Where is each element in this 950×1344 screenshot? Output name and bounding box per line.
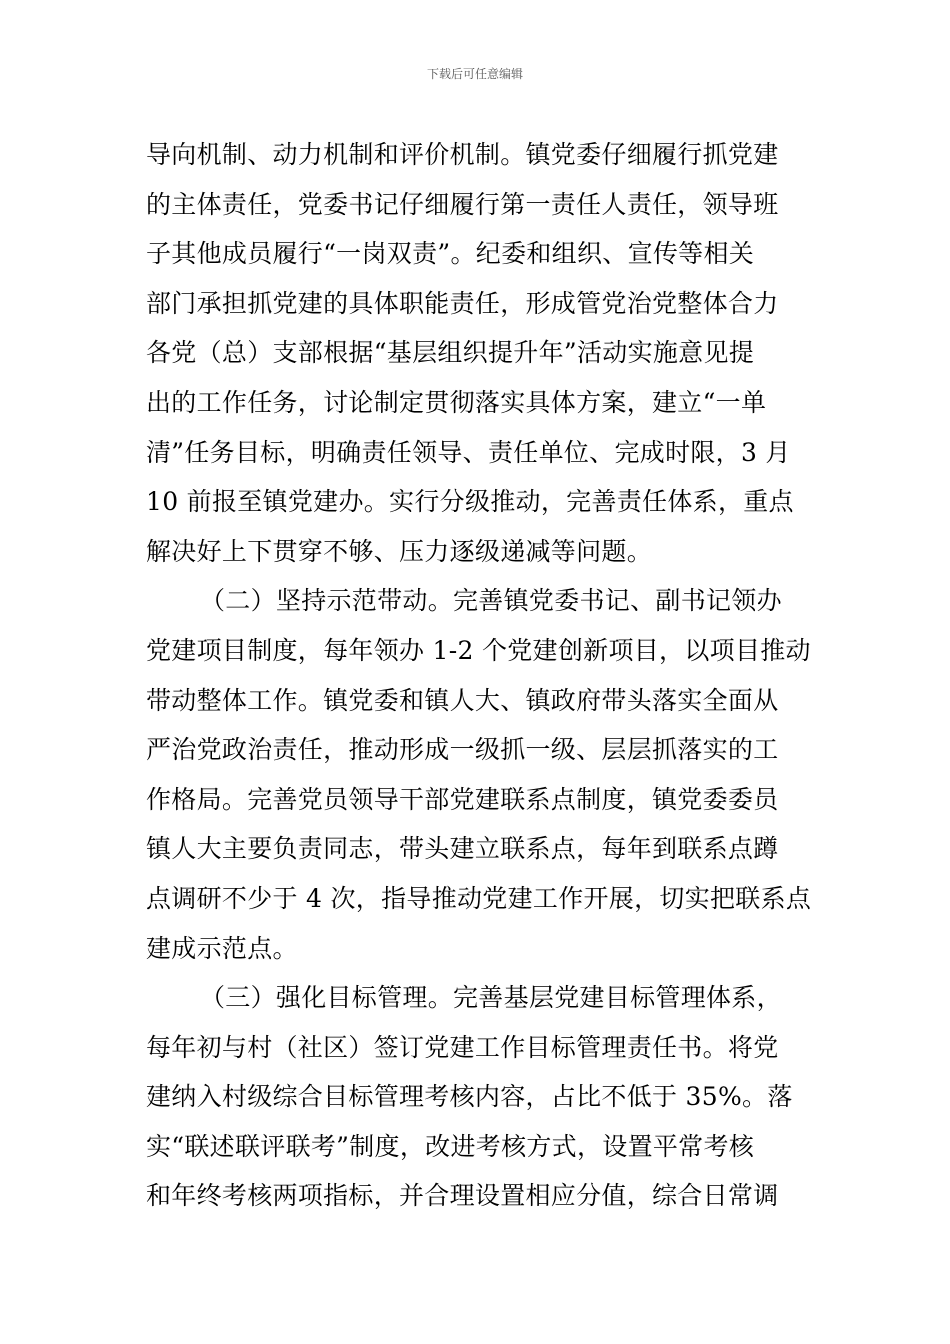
text-line: 10 前报至镇党建办。实行分级推动，完善责任体系，重点 xyxy=(146,487,794,517)
paragraph-first-line: （二）坚持示范带动。完善镇党委书记、副书记领办 xyxy=(200,586,782,616)
text-line: 镇人大主要负责同志，带头建立联系点，每年到联系点蹲 xyxy=(146,834,779,864)
text-line: 每年初与村（社区）签订党建工作目标管理责任书。将党 xyxy=(146,1032,779,1062)
text-line: 各党（总）支部根据“基层组织提升年”活动实施意见提 xyxy=(146,338,755,368)
text-line: 实“联述联评联考”制度，改进考核方式，设置平常考核 xyxy=(146,1131,755,1161)
text-line: 作格局。完善党员领导干部党建联系点制度，镇党委委员 xyxy=(146,784,779,814)
text-line: 建纳入村级综合目标管理考核内容，占比不低于 35%。落 xyxy=(146,1082,793,1112)
text-line: 党建项目制度，每年领办 1-2 个党建创新项目，以项目推动 xyxy=(146,635,811,665)
body-text xyxy=(146,130,810,1221)
paragraph-first-line: （三）强化目标管理。完善基层党建目标管理体系， xyxy=(200,983,782,1013)
text-line: 出的工作任务，讨论制定贯彻落实具体方案，建立“一单 xyxy=(146,387,767,417)
page-header: 下载后可任意编辑 xyxy=(426,67,523,81)
text-line: 导向机制、动力机制和评价机制。镇党委仔细履行抓党建 xyxy=(146,140,779,169)
text-line: 部门承担抓党建的具体职能责任，形成管党治党整体合力 xyxy=(146,288,779,318)
text-line: 严治党政治责任，推动形成一级抓一级、层层抓落实的工 xyxy=(146,735,779,765)
text-line: 建成示范点。 xyxy=(146,933,298,963)
text-line: 带动整体工作。镇党委和镇人大、镇政府带头落实全面从 xyxy=(146,685,779,715)
text-line: 点调研不少于 4 次，指导推动党建工作开展，切实把联系点 xyxy=(146,883,812,913)
text-line: 的主体责任，党委书记仔细履行第一责任人责任，领导班 xyxy=(146,189,779,219)
text-line: 子其他成员履行“一岗双责”。纪委和组织、宣传等相关 xyxy=(146,239,755,269)
text-line: 清”任务目标，明确责任领导、责任单位、完成时限，3 月 xyxy=(146,437,791,467)
text-line: 和年终考核两项指标，并合理设置相应分值，综合日常调 xyxy=(146,1181,779,1211)
text-line: 解决好上下贯穿不够、压力逐级递减等问题。 xyxy=(146,536,653,566)
